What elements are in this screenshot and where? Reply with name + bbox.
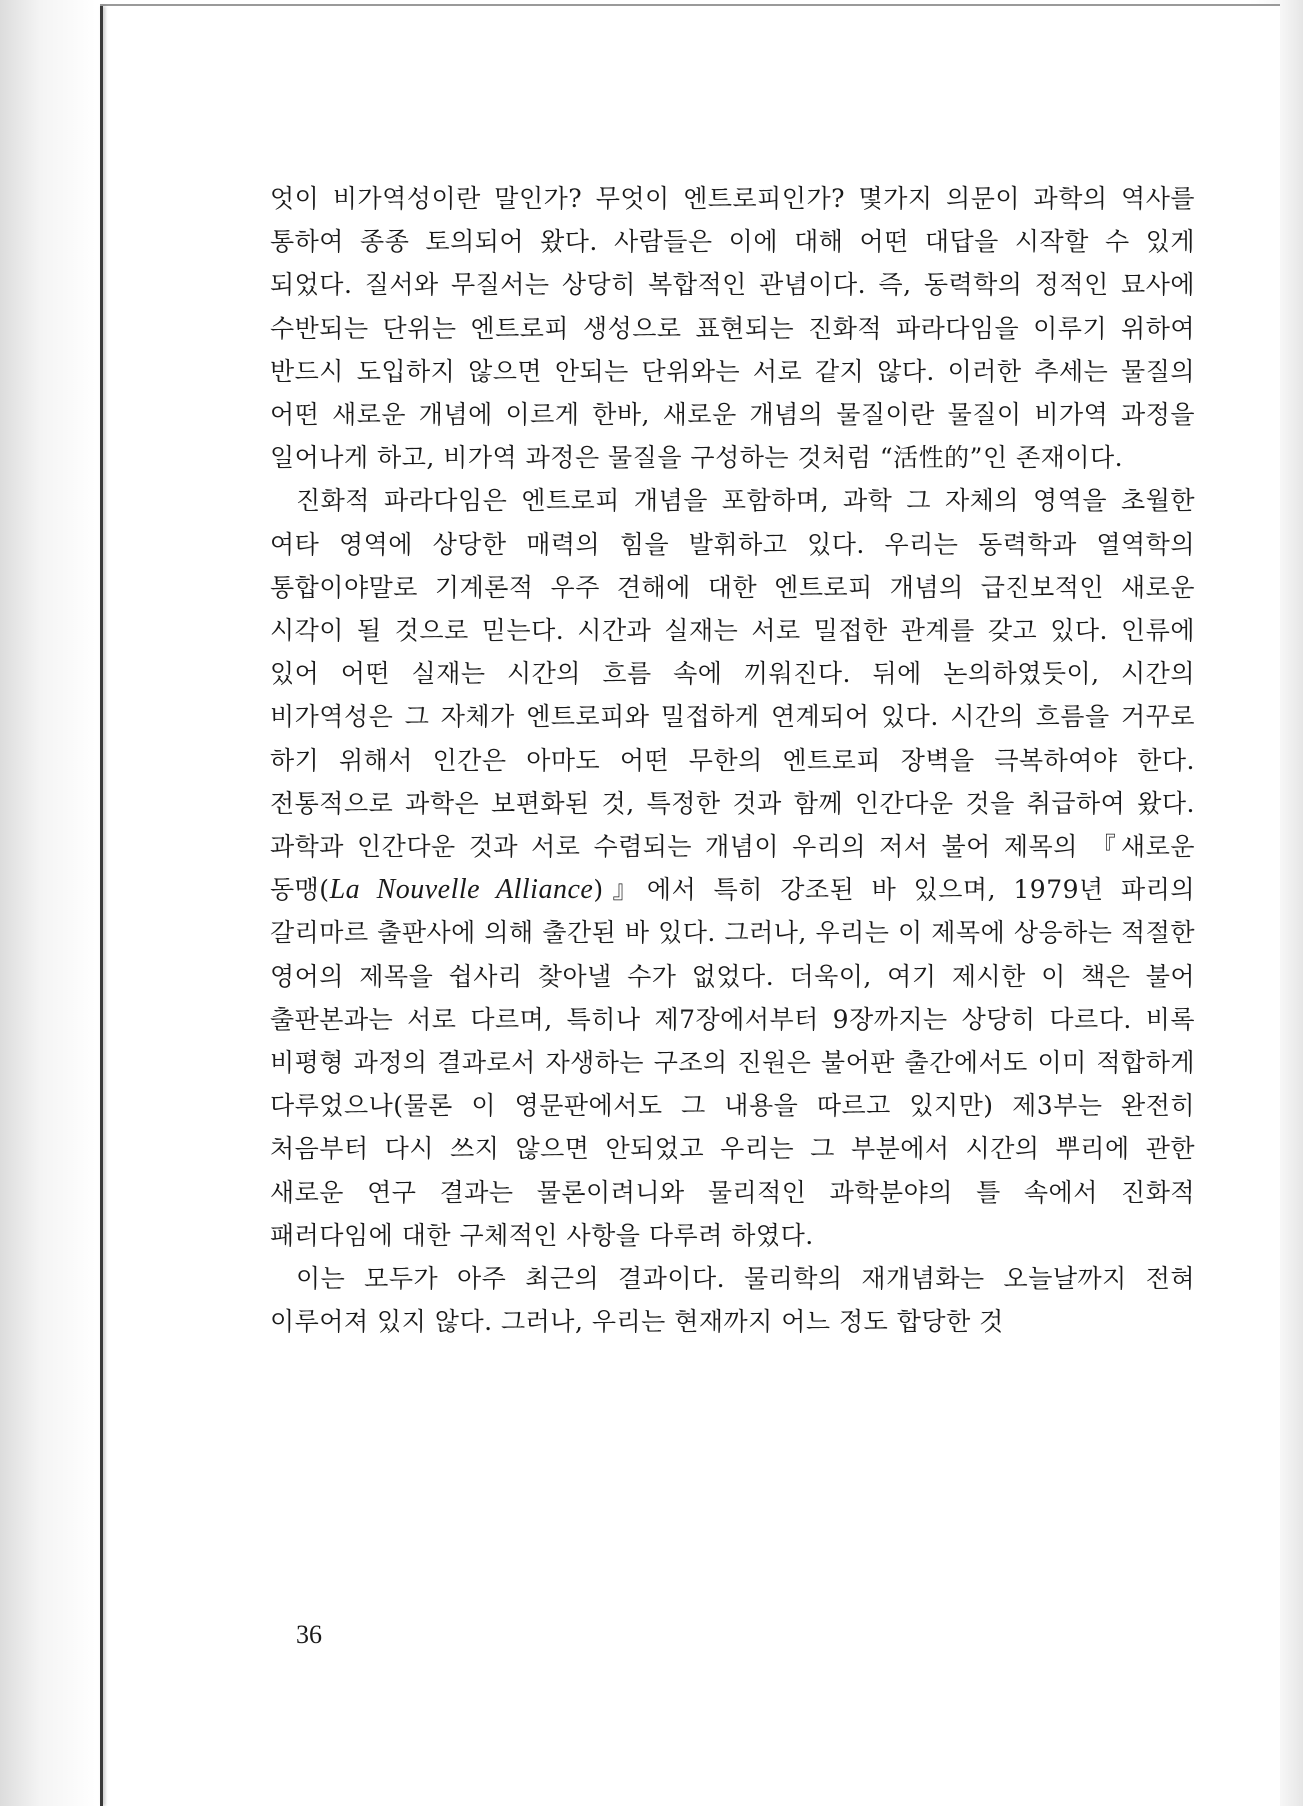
paragraph-1: 엇이 비가역성이란 말인가? 무엇이 엔트로피인가? 몇가지 의문이 과학의 역사를 통하여 종종 토의되어 왔다. 사람들은 이에 대해 어떤 대답을 시작할 수 있게 되었다. 질서와 무질서는 상당히 복합적인 관념이다. 즉, 동력학의 정적인 묘사에 수반되는 단위는 엔트로피 생성으로 표현되는 진화적 파라다임을 이루기 위하여 반드시 도입하지 않으면 안되는 단위와는 서로 같지 않다. 이러한 추세는 물질의 어떤 새로운 개념에 이르게 한바, 새로운 개념의 물질이란 물질이 비가역 과정을 일어나게 하고, 비가역 과정은 물질을 구성하는 것처럼 “活性的”인 존재이다. xyxy=(270,184,1195,473)
page-binding-edge xyxy=(100,6,103,1806)
body-text xyxy=(270,177,1195,1343)
book-title-italic: La Nouvelle Alliance xyxy=(329,874,594,906)
page-top-edge xyxy=(100,4,1280,6)
paragraph-3: 이는 모두가 아주 최근의 결과이다. 물리학의 재개념화는 오늘날까지 전혀 이루어져 있지 않다. 그러나, 우리는 현재까지 어느 정도 합당한 것 xyxy=(270,1264,1195,1337)
page-number: 36 xyxy=(296,1620,322,1649)
paragraph-2 xyxy=(270,479,1195,1257)
paragraph-2-text-a: 진화적 파라다임은 엔트로피 개념을 포함하며, 과학 그 자체의 영역을 초월한 여타 영역에 상당한 매력의 힘을 발휘하고 있다. 우리는 동력학과 열역학의 통합이야말로 기계론적 우주 견해에 대한 엔트로피 개념의 급진보적인 새로운 시각이 될 것으로 믿는다. 시간과 실재는 서로 밀접한 관계를 갖고 있다. 인류에 있어 어떤 실재는 시간의 흐름 속에 끼워진다. 뒤에 논의하였듯이, 시간의 비가역성은 그 자체가 엔트로피와 밀접하게 연계되어 있다. 시간의 흐름을 거꾸로 하기 위해서 인간은 아마도 어떤 무한의 엔트로피 장벽을 극복하여야 한다. 전통적으로 과학은 보편화된 것, 특정한 것과 함께 인간다운 것을 취급하여 왔다. 과학과 인간다운 것과 서로 수렴되는 개념이 우리의 저서 불어 제목의 『새로운 동맹( xyxy=(270,486,1195,905)
paragraph-2-text-b: )』에서 특히 강조된 바 있으며, 1979년 파리의 갈리마르 출판사에 의해 출간된 바 있다. 그러나, 우리는 이 제목에 상응하는 적절한 영어의 제목을 쉽사리 찾아낼 수가 없었다. 더욱이, 여기 제시한 이 책은 불어 출판본과는 서로 다르며, 특히나 제7장에서부터 9장까지는 상당히 다르다. 비록 비평형 과정의 결과로서 자생하는 구조의 진원은 불어판 출간에서도 이미 적합하게 다루었으나(물론 이 영문판에서도 그 내용을 따르고 있지만) 제3부는 완전히 처음부터 다시 쓰지 않으면 안되었고 우리는 그 부분에서 시간의 뿌리에 관한 새로운 연구 결과는 물론이려니와 물리적인 과학분야의 틀 속에서 진화적 패러다임에 대한 구체적인 사항을 다루려 하였다. xyxy=(270,875,1195,1250)
